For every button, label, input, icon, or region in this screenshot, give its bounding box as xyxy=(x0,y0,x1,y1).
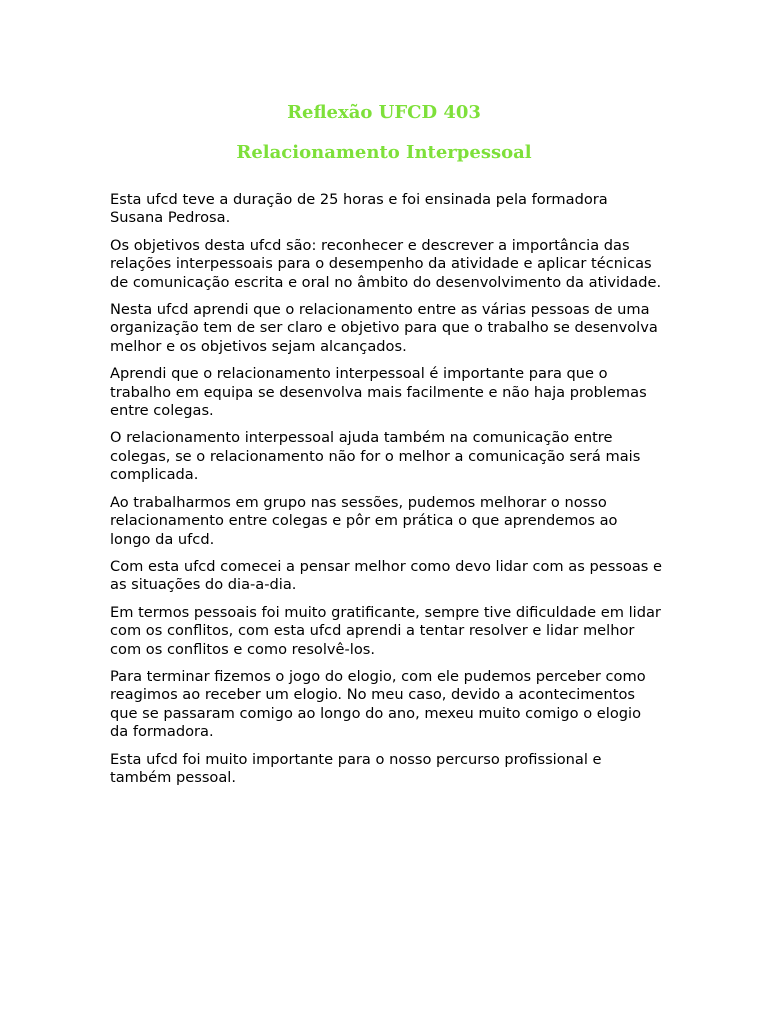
paragraph: Esta ufcd foi muito importante para o nosso percurso profissional e também pessoal. xyxy=(110,750,602,786)
paragraph: Ao trabalharmos em grupo nas sessões, pudemos melhorar o nosso relacionamento entre colegas e pôr em prática o que aprendemos ao longo da ufcd. xyxy=(110,493,618,548)
paragraph: Com esta ufcd comecei a pensar melhor como devo lidar com as pessoas e as situações do dia-a-dia. xyxy=(110,557,663,594)
paragraph: O relacionamento interpessoal ajuda também na comunicação entre colegas, se o relacionamento não for o melhor a comunicação será mais complicada. xyxy=(110,429,641,484)
document-title: Reflexão UFCD 403 xyxy=(287,102,481,123)
paragraph: Nesta ufcd aprendi que o relacionamento entre as várias pessoas de uma organização tem de ser claro e objetivo para que o trabalho se desenvolva melhor e os objetivos sejam alcançados. xyxy=(110,301,658,355)
paragraph: Em termos pessoais foi muito gratificante, sempre tive dificuldade em lidar com os conflitos, com esta ufcd aprendi a tentar resolver e lidar melhor com os conflitos e como resolvê-los. xyxy=(110,603,661,658)
paragraph: Para terminar fizemos o jogo do elogio, com ele pudemos perceber como reagimos ao receber um elogio. No meu caso, devido a acontecimentos que se passaram comigo ao longo do ano, mexeu muito comigo o elogio da formadora. xyxy=(110,667,646,741)
document-subtitle: Relacionamento Interpessoal xyxy=(236,142,532,163)
document-body xyxy=(110,191,662,796)
paragraph: Esta ufcd teve a duração de 25 horas e foi ensinada pela formadora Susana Pedrosa. xyxy=(110,191,608,227)
paragraph: Aprendi que o relacionamento interpessoal é importante para que o trabalho em equipa se desenvolva mais facilmente e não haja problemas entre colegas. xyxy=(110,365,647,420)
paragraph: Os objetivos desta ufcd são: reconhecer e descrever a importância das relações interpessoais para o desempenho da atividade e aplicar técnicas de comunicação escrita e oral no âmbito do desenvolvimento da atividade. xyxy=(110,236,662,291)
